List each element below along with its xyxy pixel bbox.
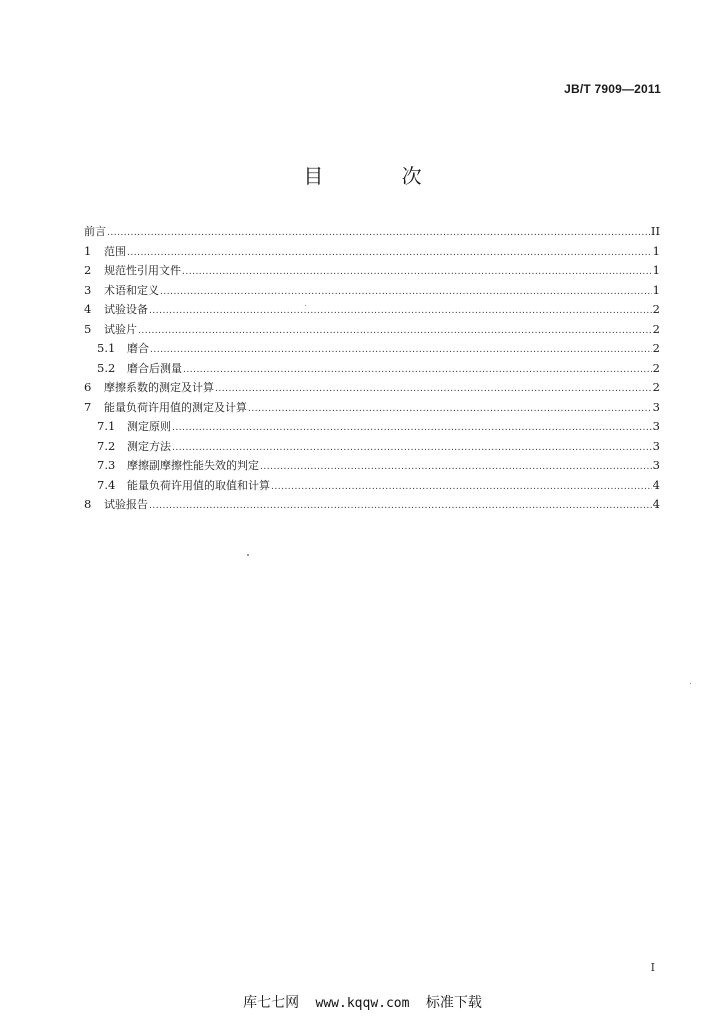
toc-entry-label: 能量负荷许用值的取值和计算 [127, 478, 270, 492]
toc-entry-page: 4 [652, 477, 660, 492]
toc-entry-number: 7.4 [97, 477, 116, 492]
toc-entry[interactable] [84, 476, 660, 496]
footer-tagline: 标准下载 [425, 995, 482, 1011]
toc-entry[interactable] [84, 398, 660, 418]
toc-entry-number: 2 [84, 263, 92, 277]
toc-entry-label: 能量负荷许用值的测定及计算 [104, 400, 247, 414]
table-of-contents [84, 222, 660, 515]
toc-dot-leader [248, 400, 652, 420]
toc-entry-page: 4 [652, 497, 660, 511]
toc-entry-label: 试验设备 [104, 303, 148, 316]
toc-dot-leader [182, 263, 652, 283]
toc-entry-number: 1 [84, 243, 92, 258]
toc-entry-page: II [650, 224, 660, 238]
toc-dot-leader [160, 283, 652, 303]
toc-entry-page: 1 [652, 282, 660, 297]
footer [0, 992, 725, 1012]
toc-entry-label: 磨合后测量 [127, 361, 182, 375]
toc-entry-number: 5 [84, 321, 92, 336]
footer-url-link[interactable]: www.kqqw.com [315, 996, 410, 1011]
toc-entry-label: 测定方法 [127, 439, 171, 453]
scan-speck [690, 683, 691, 684]
toc-entry-number: 7.3 [97, 458, 116, 472]
toc-dot-leader [149, 302, 652, 322]
toc-entry-page: 3 [652, 399, 660, 414]
toc-dot-leader [215, 380, 652, 400]
toc-entry[interactable] [84, 378, 660, 398]
toc-entry-number: 5.1 [97, 341, 116, 355]
toc-dot-leader [138, 322, 652, 342]
toc-entry-number: 8 [84, 497, 92, 511]
toc-entry-label: 术语和定义 [104, 283, 159, 297]
toc-entry[interactable] [84, 242, 660, 262]
toc-dot-leader [183, 361, 652, 381]
toc-entry-label: 磨合 [127, 342, 149, 355]
toc-entry-label: 摩擦系数的测定及计算 [104, 381, 214, 394]
standard-code: JB/T 7909—2011 [564, 82, 661, 96]
toc-entry-number: 5.2 [97, 360, 116, 375]
toc-entry-number: 3 [84, 282, 92, 297]
toc-entry-label: 测定原则 [127, 420, 171, 433]
toc-entry[interactable] [84, 437, 660, 457]
toc-dot-leader [150, 341, 652, 361]
toc-entry-label: 前言 [84, 225, 106, 238]
toc-entry[interactable] [84, 456, 660, 476]
toc-entry[interactable] [84, 281, 660, 301]
toc-entry[interactable] [84, 222, 660, 242]
footer-site-name: 库七七网 [243, 995, 300, 1011]
toc-entry-number: 7.2 [97, 438, 116, 453]
toc-entry-page: 2 [652, 321, 660, 336]
toc-entry-page: 1 [652, 243, 660, 258]
scan-speck [305, 305, 306, 306]
toc-entry[interactable] [84, 359, 660, 379]
toc-dot-leader [107, 224, 650, 244]
toc-entry-page: 1 [652, 263, 660, 277]
toc-entry-label: 摩擦副摩擦性能失效的判定 [127, 459, 259, 472]
toc-entry-label: 范围 [104, 244, 126, 258]
toc-entry[interactable] [84, 417, 660, 437]
toc-entry-page: 2 [652, 341, 660, 355]
toc-dot-leader [149, 497, 652, 517]
toc-entry-number: 6 [84, 380, 92, 394]
toc-entry-page: 2 [652, 302, 660, 316]
toc-entry[interactable] [84, 495, 660, 515]
toc-entry-page: 2 [652, 360, 660, 375]
toc-entry[interactable] [84, 339, 660, 359]
toc-entry-number: 7.1 [97, 419, 116, 433]
page-title: 目 次 [303, 164, 458, 188]
toc-entry-page: 3 [652, 438, 660, 453]
toc-dot-leader [127, 244, 652, 264]
toc-entry[interactable] [84, 300, 660, 320]
toc-entry-label: 试验报告 [104, 498, 148, 511]
toc-entry-page: 3 [652, 419, 660, 433]
toc-entry-label: 规范性引用文件 [104, 264, 181, 277]
toc-entry-number: 4 [84, 302, 92, 316]
scan-speck [247, 554, 249, 556]
page-number: I [650, 961, 655, 974]
toc-entry[interactable] [84, 320, 660, 340]
toc-entry-page: 3 [652, 458, 660, 472]
toc-dot-leader [271, 478, 652, 498]
toc-entry[interactable] [84, 261, 660, 281]
toc-dot-leader [172, 419, 652, 439]
toc-dot-leader [260, 458, 652, 478]
toc-entry-page: 2 [652, 380, 660, 394]
toc-entry-label: 试验片 [104, 322, 137, 336]
toc-entry-number: 7 [84, 399, 92, 414]
